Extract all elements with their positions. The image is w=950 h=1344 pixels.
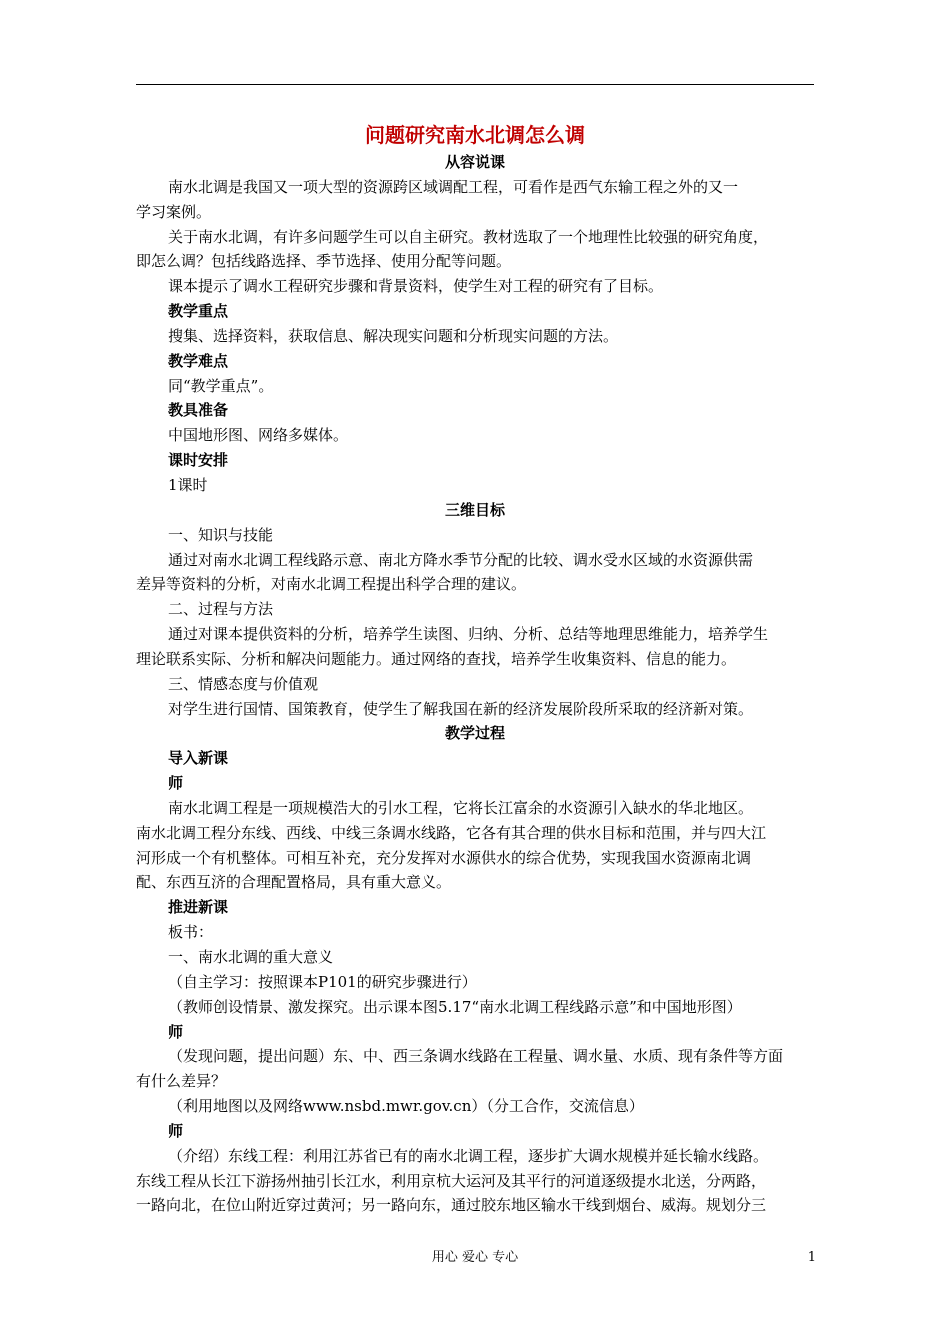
text-line: 1课时 [168,475,208,494]
text-line: （发现问题，提出问题）东、中、西三条调水线路在工程量、调水量、水质、现有条件等方面 [168,1047,784,1066]
text-line: 南水北调是我国又一项大型的资源跨区域调配工程，可看作是西气东输工程之外的又一 [168,177,739,196]
section-heading: 从容说课 [444,153,505,171]
text-line: 通过对南水北调工程线路示意、南北方降水季节分配的比较、调水受水区域的水资源供需 [168,550,754,569]
text-line: 搜集、选择资料，获取信息、解决现实问题和分析现实问题的方法。 [168,326,619,345]
text-line: 即怎么调？包括线路选择、季节选择、使用分配等问题。 [136,252,512,271]
text-line: 通过对课本提供资料的分析，培养学生读图、归纳、分析、总结等地理思维能力，培养学生 [168,625,769,644]
text-line: 理论联系实际、分析和解决问题能力。通过网络的查找，培养学生收集资料、信息的能力。 [136,649,737,668]
text-line: 有什么差异？ [136,1072,227,1091]
text-line: 板书： [168,923,214,942]
text-line: 二、过程与方法 [168,600,274,619]
section-heading: 课时安排 [168,451,229,470]
text-line: 学习案例。 [136,202,212,221]
section-heading: 师 [168,774,184,793]
document-body [136,120,814,1218]
text-line: 一、知识与技能 [168,525,274,544]
text-line: （自主学习：按照课本P101的研究步骤进行） [168,972,477,991]
text-line: （利用地图以及网络www.nsbd.mwr.gov.cn）（分工合作，交流信息） [168,1097,644,1116]
section-heading: 师 [168,1121,184,1140]
text-line: 中国地形图、网络多媒体。 [168,426,349,445]
text-line: 东线工程从长江下游扬州抽引长江水，利用京杭大运河及其平行的河道逐级提水北送，分两路， [136,1171,767,1190]
text-line: 差异等资料的分析，对南水北调工程提出科学合理的建议。 [136,575,527,594]
document-title: 问题研究南水北调怎么调 [365,123,585,147]
page-number: 1 [807,1250,816,1265]
text-line: 对学生进行国情、国策教育，使学生了解我国在新的经济发展阶段所采取的经济新对策。 [168,699,754,718]
text-line: 课本提示了调水工程研究步骤和背景资料，使学生对工程的研究有了目标。 [168,277,664,296]
text-line: 同“教学重点”。 [168,376,274,395]
text-line: 三、情感态度与价值观 [168,674,319,693]
text-line: 南水北调工程分东线、西线、中线三条调水线路，它各有其合理的供水目标和范围，并与四大江 [136,823,767,842]
text-line: 配、东西互济的合理配置格局，具有重大意义。 [136,873,452,892]
text-line: 河形成一个有机整体。可相互补充，充分发挥对水源供水的综合优势，实现我国水资源南北调 [136,848,752,867]
section-heading: 教学重点 [168,302,229,321]
footer-text: 用心 爱心 专心 [431,1250,519,1265]
text-line: （介绍）东线工程：利用江苏省已有的南水北调工程，逐步扩大调水规模并延长输水线路。 [168,1146,769,1165]
text-line: （教师创设情景、激发探究。出示课本图5.17“南水北调工程线路示意”和中国地形图） [168,997,742,1016]
section-heading: 教具准备 [168,401,229,420]
text-line: 关于南水北调，有许多问题学生可以自主研究。教材选取了一个地理性比较强的研究角度， [168,227,769,246]
text-line: 一、南水北调的重大意义 [168,948,334,966]
section-heading: 教学难点 [168,351,229,370]
section-heading: 教学过程 [444,724,505,743]
body-lines [136,150,814,1218]
section-heading: 三维目标 [444,500,505,519]
section-heading: 导入新课 [168,749,229,768]
text-line: 南水北调工程是一项规模浩大的引水工程，它将长江富余的水资源引入缺水的华北地区。 [168,798,754,817]
text-line: 一路向北，在位山附近穿过黄河；另一路向东，通过胶东地区输水干线到烟台、威海。规划分三 [136,1196,767,1215]
header-rule [136,84,814,85]
section-heading: 师 [168,1022,184,1041]
section-heading: 推进新课 [168,898,229,917]
